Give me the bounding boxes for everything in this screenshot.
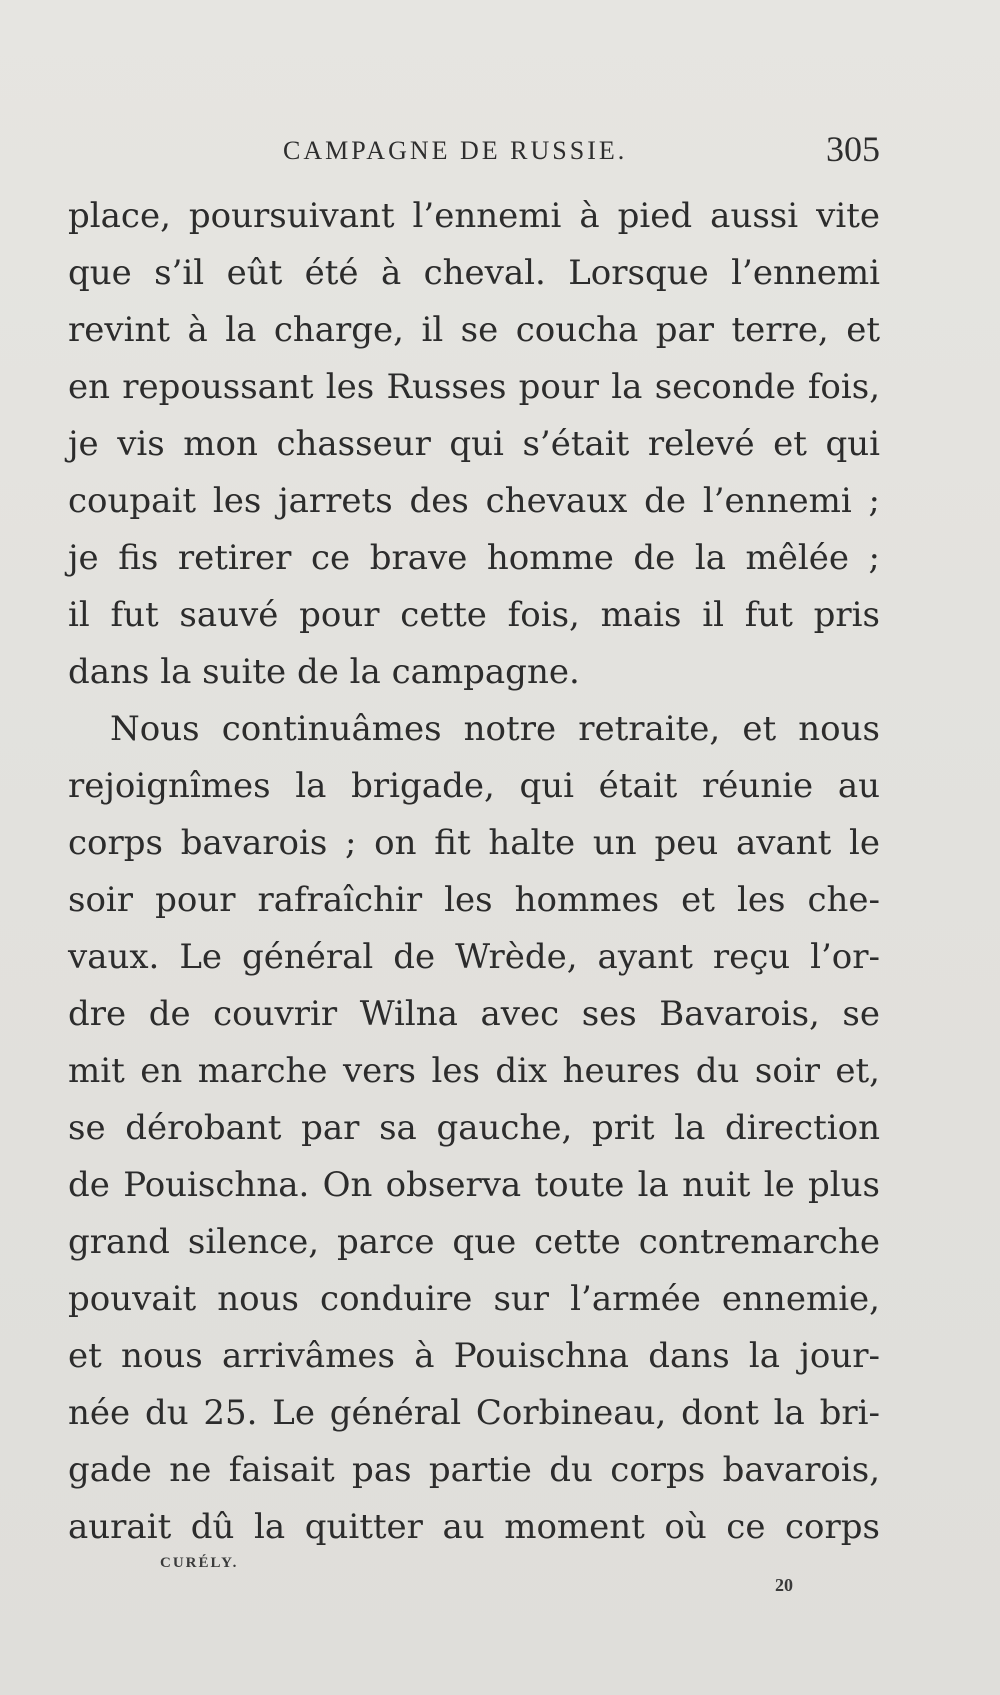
text-line: pouvait nous conduire sur l’armée ennemie,: [68, 1279, 880, 1319]
text-line: corps bavarois ; on fit halte un peu avant le: [68, 823, 880, 863]
text-line: dans la suite de la campagne.: [68, 652, 580, 692]
text-line: je fis retirer ce brave homme de la mêlée ;: [68, 538, 880, 578]
text-line: soir pour rafraîchir les hommes et les che-: [68, 880, 880, 920]
text-line: que s’il eût été à cheval. Lorsque l’ennemi: [68, 253, 880, 293]
text-line: mit en marche vers les dix heures du soir et,: [68, 1051, 880, 1091]
text-line: revint à la charge, il se coucha par terre, et: [68, 310, 880, 350]
text-line: je vis mon chasseur qui s’était relevé et qui: [68, 424, 880, 464]
sheet-number: 20: [775, 1575, 793, 1595]
text-line: place, poursuivant l’ennemi à pied aussi vite: [68, 196, 880, 236]
page-number: 305: [826, 129, 880, 169]
text-line: il fut sauvé pour cette fois, mais il fut pris: [68, 595, 880, 635]
text-line: aurait dû la quitter au moment où ce corps: [68, 1507, 880, 1547]
text-line: de Pouischna. On observa toute la nuit le plus: [68, 1165, 880, 1205]
page-footer: [68, 1555, 880, 1615]
signature-mark: CURÉLY.: [160, 1555, 239, 1571]
body-text: [68, 188, 880, 1556]
text-line: vaux. Le général de Wrède, ayant reçu l’or-: [68, 937, 880, 977]
text-line: gade ne faisait pas partie du corps bavarois,: [68, 1450, 880, 1490]
text-line: grand silence, parce que cette contremarche: [68, 1222, 880, 1262]
text-line: se dérobant par sa gauche, prit la direction: [68, 1108, 880, 1148]
running-head: [68, 128, 880, 172]
text-line: rejoignîmes la brigade, qui était réunie au: [68, 766, 880, 806]
text-line: dre de couvrir Wilna avec ses Bavarois, se: [68, 994, 880, 1034]
text-line: Nous continuâmes notre retraite, et nous: [110, 709, 880, 749]
text-line: coupait les jarrets des chevaux de l’ennemi ;: [68, 481, 880, 521]
text-line: en repoussant les Russes pour la seconde fois,: [68, 367, 880, 407]
running-title: CAMPAGNE DE RUSSIE.: [283, 136, 628, 165]
text-line: née du 25. Le général Corbineau, dont la bri-: [68, 1393, 880, 1433]
text-line: et nous arrivâmes à Pouischna dans la jour-: [68, 1336, 880, 1376]
